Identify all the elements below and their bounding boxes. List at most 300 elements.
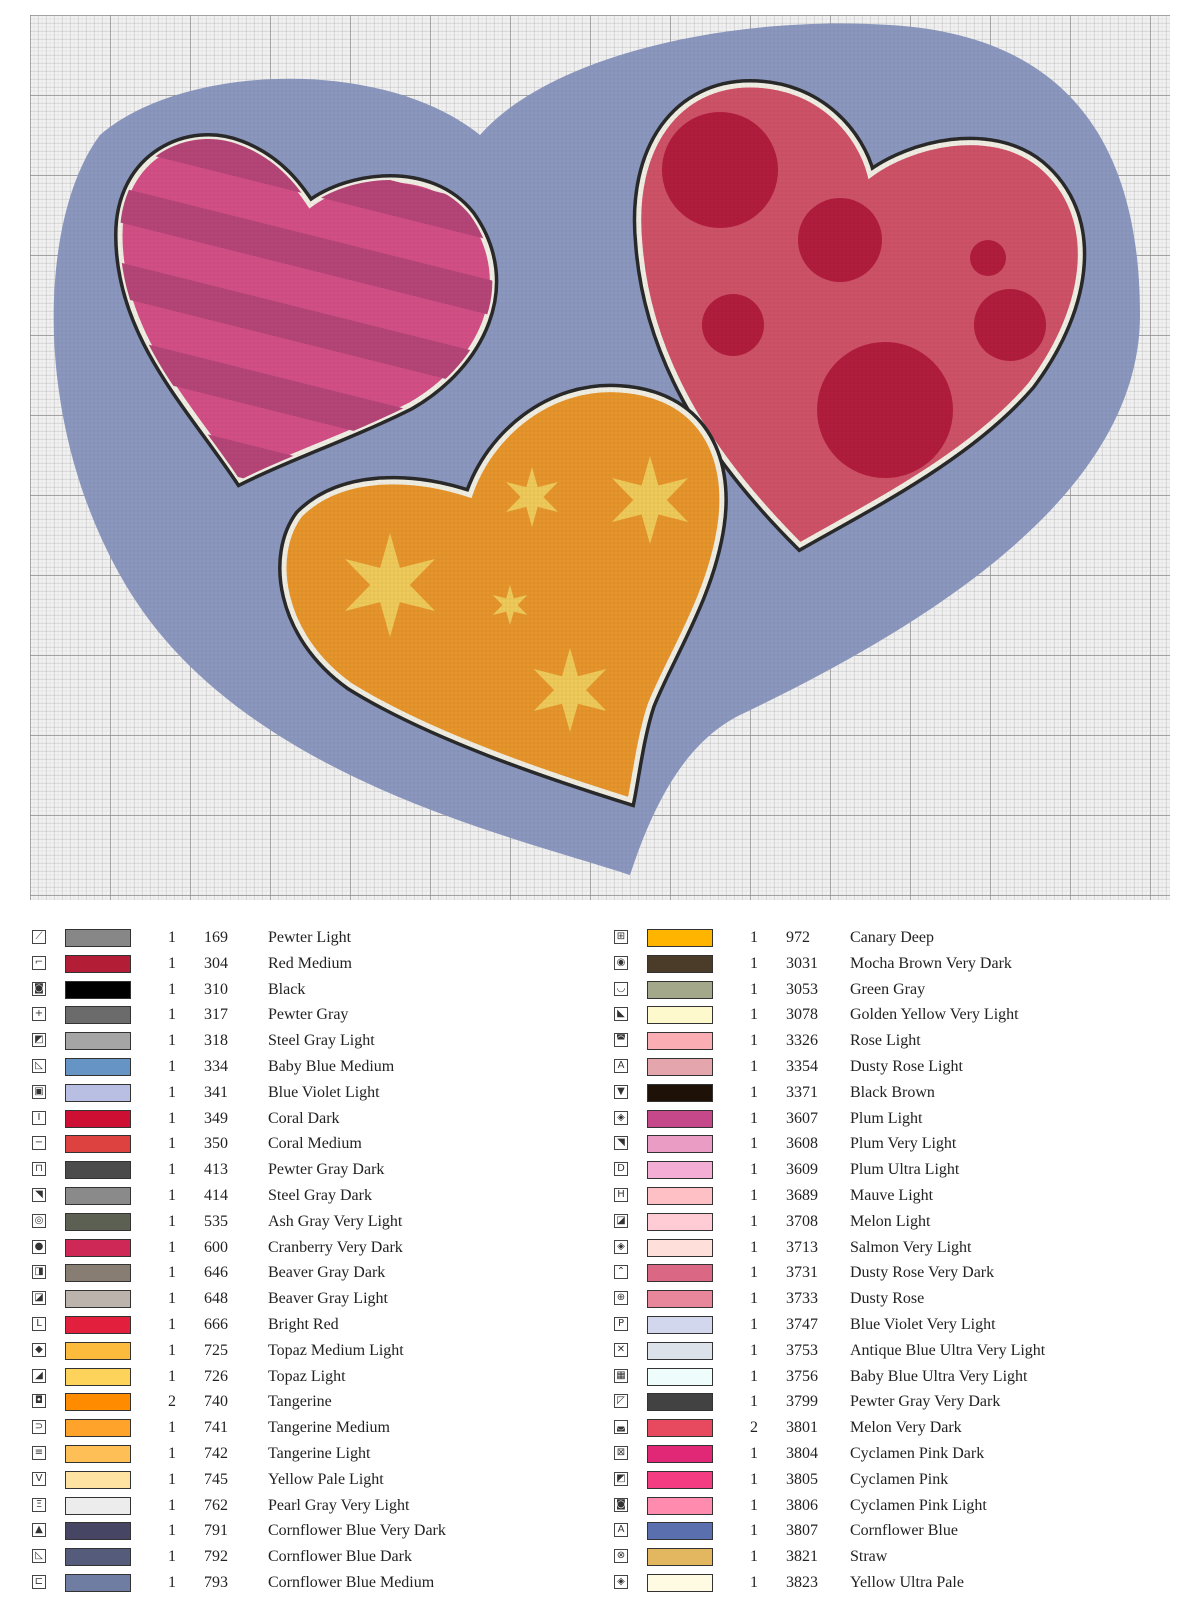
strand-count: 1 bbox=[750, 980, 758, 998]
legend-row bbox=[612, 1364, 1172, 1390]
stitch-symbol-icon: ◪ bbox=[614, 1214, 628, 1228]
thread-code: 3753 bbox=[786, 1341, 818, 1359]
stitch-symbol-icon: ⊠ bbox=[614, 1446, 628, 1460]
legend-row bbox=[30, 1364, 590, 1390]
legend-row bbox=[30, 1028, 590, 1054]
thread-code: 304 bbox=[204, 954, 228, 972]
strand-count: 1 bbox=[750, 1367, 758, 1385]
thread-color-swatch bbox=[647, 981, 713, 999]
legend-row bbox=[30, 1002, 590, 1028]
thread-code: 317 bbox=[204, 1006, 228, 1024]
thread-name: Topaz Light bbox=[268, 1367, 346, 1385]
strand-count: 1 bbox=[168, 954, 176, 972]
stitch-symbol-icon: ◈ bbox=[614, 1575, 628, 1589]
legend-row bbox=[612, 1183, 1172, 1209]
stitch-symbol-icon: ◘ bbox=[32, 1394, 46, 1408]
stitch-symbol-icon: D bbox=[614, 1162, 628, 1176]
stitch-symbol-icon: Ξ bbox=[32, 1498, 46, 1512]
thread-name: Pewter Gray Dark bbox=[268, 1161, 385, 1179]
thread-name: Cyclamen Pink bbox=[850, 1470, 949, 1488]
thread-name: Melon Light bbox=[850, 1212, 931, 1230]
legend-row bbox=[612, 925, 1172, 951]
thread-name: Steel Gray Dark bbox=[268, 1186, 372, 1204]
thread-color-swatch bbox=[65, 981, 131, 999]
thread-code: 3031 bbox=[786, 954, 818, 972]
thread-name: Black Brown bbox=[850, 1083, 935, 1101]
thread-color-swatch bbox=[65, 1006, 131, 1024]
stitch-symbol-icon: ◩ bbox=[614, 1472, 628, 1486]
thread-name: Tangerine bbox=[268, 1393, 332, 1411]
stitch-symbol-icon: − bbox=[32, 1136, 46, 1150]
thread-name: Ash Gray Very Light bbox=[268, 1212, 403, 1230]
strand-count: 1 bbox=[168, 1109, 176, 1127]
stitch-symbol-icon: ◨ bbox=[32, 1265, 46, 1279]
thread-code: 792 bbox=[204, 1548, 228, 1566]
thread-color-swatch bbox=[647, 1471, 713, 1489]
legend-row bbox=[612, 1260, 1172, 1286]
thread-name: Cornflower Blue bbox=[850, 1522, 958, 1540]
thread-code: 3078 bbox=[786, 1006, 818, 1024]
stitch-symbol-icon: ◉ bbox=[614, 956, 628, 970]
thread-name: Plum Very Light bbox=[850, 1135, 957, 1153]
thread-name: Baby Blue Ultra Very Light bbox=[850, 1367, 1028, 1385]
legend-row bbox=[612, 1080, 1172, 1106]
strand-count: 1 bbox=[750, 1057, 758, 1075]
stitch-symbol-icon: ◺ bbox=[32, 1059, 46, 1073]
strand-count: 1 bbox=[168, 1522, 176, 1540]
thread-code: 741 bbox=[204, 1419, 228, 1437]
strand-count: 1 bbox=[168, 1315, 176, 1333]
strand-count: 1 bbox=[168, 1367, 176, 1385]
strand-count: 1 bbox=[750, 1006, 758, 1024]
stitch-symbol-icon: ● bbox=[32, 1240, 46, 1254]
thread-color-swatch bbox=[647, 1006, 713, 1024]
color-legend bbox=[30, 925, 1180, 1595]
thread-code: 341 bbox=[204, 1083, 228, 1101]
thread-name: Cornflower Blue Dark bbox=[268, 1548, 412, 1566]
thread-name: Pearl Gray Very Light bbox=[268, 1496, 410, 1514]
strand-count: 1 bbox=[168, 1470, 176, 1488]
thread-code: 334 bbox=[204, 1057, 228, 1075]
thread-name: Pewter Light bbox=[268, 929, 352, 946]
thread-color-swatch bbox=[647, 1239, 713, 1257]
thread-code: 414 bbox=[204, 1186, 228, 1204]
stitch-symbol-icon: ⌃ bbox=[614, 1265, 628, 1279]
stitch-symbol-icon: ⊏ bbox=[32, 1575, 46, 1589]
strand-count: 1 bbox=[750, 1212, 758, 1230]
strand-count: 1 bbox=[750, 929, 758, 946]
stitch-symbol-icon: ◸ bbox=[614, 1394, 628, 1408]
legend-row bbox=[30, 1570, 590, 1596]
thread-name: Baby Blue Medium bbox=[268, 1057, 395, 1075]
thread-code: 3805 bbox=[786, 1470, 818, 1488]
thread-name: Topaz Medium Light bbox=[268, 1341, 404, 1359]
strand-count: 1 bbox=[168, 1264, 176, 1282]
legend-row bbox=[30, 1080, 590, 1106]
thread-color-swatch bbox=[65, 1084, 131, 1102]
strand-count: 1 bbox=[168, 1186, 176, 1204]
legend-row bbox=[612, 1002, 1172, 1028]
thread-color-swatch bbox=[647, 1290, 713, 1308]
thread-code: 972 bbox=[786, 929, 810, 946]
legend-row bbox=[30, 1389, 590, 1415]
thread-color-swatch bbox=[647, 1522, 713, 1540]
stitch-symbol-icon: + bbox=[32, 1007, 46, 1021]
strand-count: 1 bbox=[168, 1573, 176, 1591]
legend-row bbox=[30, 1441, 590, 1467]
strand-count: 1 bbox=[750, 1238, 758, 1256]
thread-name: Blue Violet Light bbox=[268, 1083, 380, 1101]
stitch-symbol-icon: A bbox=[614, 1523, 628, 1537]
thread-code: 3756 bbox=[786, 1367, 818, 1385]
legend-row bbox=[30, 1157, 590, 1183]
strand-count: 1 bbox=[168, 1083, 176, 1101]
strand-count: 1 bbox=[168, 1161, 176, 1179]
legend-row bbox=[612, 1544, 1172, 1570]
stitch-symbol-icon: ◣ bbox=[614, 1007, 628, 1021]
strand-count: 1 bbox=[168, 1135, 176, 1153]
thread-name: Beaver Gray Light bbox=[268, 1290, 388, 1308]
thread-color-swatch bbox=[647, 1058, 713, 1076]
thread-color-swatch bbox=[647, 955, 713, 973]
legend-row bbox=[30, 1493, 590, 1519]
thread-code: 535 bbox=[204, 1212, 228, 1230]
thread-name: Canary Deep bbox=[850, 929, 934, 946]
thread-name: Antique Blue Ultra Very Light bbox=[850, 1341, 1046, 1359]
thread-name: Pewter Gray Very Dark bbox=[850, 1393, 1001, 1411]
thread-name: Coral Medium bbox=[268, 1135, 362, 1153]
stitch-symbol-icon: ⊕ bbox=[614, 1291, 628, 1305]
legend-row bbox=[612, 1518, 1172, 1544]
thread-name: Green Gray bbox=[850, 980, 926, 998]
thread-color-swatch bbox=[65, 1161, 131, 1179]
legend-column-left bbox=[30, 925, 590, 1596]
thread-name: Mocha Brown Very Dark bbox=[850, 954, 1012, 972]
stitch-symbol-icon: ⟋ bbox=[32, 930, 46, 944]
thread-code: 3689 bbox=[786, 1186, 818, 1204]
legend-row bbox=[30, 977, 590, 1003]
thread-color-swatch bbox=[65, 1497, 131, 1515]
stitch-symbol-icon: ◡ bbox=[614, 982, 628, 996]
strand-count: 1 bbox=[750, 1444, 758, 1462]
thread-color-swatch bbox=[647, 1135, 713, 1153]
thread-code: 648 bbox=[204, 1290, 228, 1308]
strand-count: 1 bbox=[168, 980, 176, 998]
thread-name: Dusty Rose bbox=[850, 1290, 925, 1308]
strand-count: 1 bbox=[750, 1548, 758, 1566]
thread-code: 3731 bbox=[786, 1264, 818, 1282]
strand-count: 1 bbox=[168, 1548, 176, 1566]
thread-color-swatch bbox=[647, 1213, 713, 1231]
thread-name: Cyclamen Pink Dark bbox=[850, 1444, 985, 1462]
thread-code: 762 bbox=[204, 1496, 228, 1514]
thread-code: 3806 bbox=[786, 1496, 818, 1514]
thread-color-swatch bbox=[65, 955, 131, 973]
thread-name: Bright Red bbox=[268, 1315, 339, 1333]
thread-name: Plum Ultra Light bbox=[850, 1161, 960, 1179]
stitch-symbol-icon: ◈ bbox=[614, 1240, 628, 1254]
legend-row bbox=[612, 1312, 1172, 1338]
thread-name: Black bbox=[268, 980, 306, 998]
strand-count: 1 bbox=[168, 1006, 176, 1024]
thread-color-swatch bbox=[647, 1161, 713, 1179]
thread-color-swatch bbox=[647, 1342, 713, 1360]
thread-code: 3801 bbox=[786, 1419, 818, 1437]
stitch-symbol-icon: ◎ bbox=[32, 1214, 46, 1228]
stitch-symbol-icon: ◙ bbox=[32, 982, 46, 996]
thread-code: 3804 bbox=[786, 1444, 818, 1462]
thread-color-swatch bbox=[65, 1264, 131, 1282]
stitch-symbol-icon: ◆ bbox=[32, 1343, 46, 1357]
stitch-symbol-icon: ✕ bbox=[614, 1343, 628, 1357]
thread-color-swatch bbox=[65, 1419, 131, 1437]
thread-code: 791 bbox=[204, 1522, 228, 1540]
thread-code: 3326 bbox=[786, 1032, 818, 1050]
strand-count: 1 bbox=[168, 1290, 176, 1308]
legend-row bbox=[612, 1131, 1172, 1157]
thread-code: 740 bbox=[204, 1393, 228, 1411]
thread-code: 3733 bbox=[786, 1290, 818, 1308]
stitch-symbol-icon: ◥ bbox=[32, 1188, 46, 1202]
strand-count: 1 bbox=[168, 1238, 176, 1256]
thread-code: 793 bbox=[204, 1573, 228, 1591]
legend-row bbox=[30, 1338, 590, 1364]
legend-row bbox=[612, 1157, 1172, 1183]
stitch-symbol-icon: ▦ bbox=[614, 1369, 628, 1383]
legend-column-right bbox=[612, 925, 1172, 1596]
stitch-symbol-icon: ◙ bbox=[614, 1498, 628, 1512]
thread-code: 726 bbox=[204, 1367, 228, 1385]
thread-name: Golden Yellow Very Light bbox=[850, 1006, 1019, 1024]
thread-color-swatch bbox=[647, 1445, 713, 1463]
thread-code: 745 bbox=[204, 1470, 228, 1488]
thread-code: 3609 bbox=[786, 1161, 818, 1179]
thread-name: Tangerine Medium bbox=[268, 1419, 390, 1437]
legend-row bbox=[612, 1570, 1172, 1596]
legend-row bbox=[30, 1544, 590, 1570]
thread-color-swatch bbox=[65, 1548, 131, 1566]
stitch-symbol-icon: ⊗ bbox=[614, 1549, 628, 1563]
thread-code: 3354 bbox=[786, 1057, 818, 1075]
legend-row bbox=[30, 1054, 590, 1080]
thread-color-swatch bbox=[647, 1393, 713, 1411]
thread-name: Rose Light bbox=[850, 1032, 921, 1050]
stitch-symbol-icon: ⊃ bbox=[32, 1420, 46, 1434]
legend-row bbox=[612, 951, 1172, 977]
stitch-symbol-icon: ▣ bbox=[32, 1085, 46, 1099]
thread-color-swatch bbox=[647, 929, 713, 947]
stitch-symbol-icon: ◺ bbox=[32, 1549, 46, 1563]
thread-color-swatch bbox=[65, 1110, 131, 1128]
thread-name: Melon Very Dark bbox=[850, 1419, 962, 1437]
legend-row bbox=[612, 1389, 1172, 1415]
thread-code: 169 bbox=[204, 929, 228, 946]
legend-row bbox=[612, 1467, 1172, 1493]
thread-name: Coral Dark bbox=[268, 1109, 340, 1127]
stitch-symbol-icon: ⊓ bbox=[32, 1162, 46, 1176]
thread-name: Straw bbox=[850, 1548, 888, 1566]
stitch-symbol-icon: ◚ bbox=[614, 1033, 628, 1047]
stitch-symbol-icon: V bbox=[32, 1472, 46, 1486]
stitch-symbol-icon: I bbox=[32, 1111, 46, 1125]
stitch-symbol-icon: ◪ bbox=[32, 1291, 46, 1305]
legend-row bbox=[30, 1183, 590, 1209]
thread-name: Steel Gray Light bbox=[268, 1032, 375, 1050]
legend-row bbox=[612, 1235, 1172, 1261]
legend-row bbox=[612, 1054, 1172, 1080]
strand-count: 1 bbox=[168, 1212, 176, 1230]
strand-count: 1 bbox=[168, 1032, 176, 1050]
strand-count: 2 bbox=[168, 1393, 176, 1411]
legend-row bbox=[612, 1338, 1172, 1364]
strand-count: 1 bbox=[168, 1057, 176, 1075]
thread-code: 3799 bbox=[786, 1393, 818, 1411]
thread-name: Cornflower Blue Medium bbox=[268, 1573, 435, 1591]
thread-name: Cyclamen Pink Light bbox=[850, 1496, 987, 1514]
thread-name: Dusty Rose Light bbox=[850, 1057, 963, 1075]
legend-row bbox=[612, 1415, 1172, 1441]
thread-code: 3807 bbox=[786, 1522, 818, 1540]
strand-count: 1 bbox=[750, 1264, 758, 1282]
thread-color-swatch bbox=[65, 1032, 131, 1050]
thread-color-swatch bbox=[65, 1187, 131, 1205]
thread-name: Plum Light bbox=[850, 1109, 923, 1127]
strand-count: 1 bbox=[750, 1522, 758, 1540]
thread-color-swatch bbox=[65, 1574, 131, 1592]
thread-name: Dusty Rose Very Dark bbox=[850, 1264, 995, 1282]
thread-code: 3713 bbox=[786, 1238, 818, 1256]
thread-code: 350 bbox=[204, 1135, 228, 1153]
stitch-symbol-icon: ▲ bbox=[32, 1523, 46, 1537]
legend-row bbox=[30, 1286, 590, 1312]
strand-count: 1 bbox=[168, 1419, 176, 1437]
thread-color-swatch bbox=[65, 929, 131, 947]
thread-color-swatch bbox=[647, 1497, 713, 1515]
thread-code: 349 bbox=[204, 1109, 228, 1127]
thread-color-swatch bbox=[647, 1419, 713, 1437]
thread-name: Yellow Pale Light bbox=[268, 1470, 384, 1488]
thread-color-swatch bbox=[647, 1084, 713, 1102]
thread-code: 646 bbox=[204, 1264, 228, 1282]
stitch-symbol-icon: ◛ bbox=[614, 1420, 628, 1434]
legend-row bbox=[612, 1106, 1172, 1132]
thread-color-swatch bbox=[65, 1239, 131, 1257]
stitch-symbol-icon: ▼ bbox=[614, 1085, 628, 1099]
thread-code: 413 bbox=[204, 1161, 228, 1179]
thread-name: Salmon Very Light bbox=[850, 1238, 972, 1256]
thread-color-swatch bbox=[65, 1445, 131, 1463]
stitch-symbol-icon: A bbox=[614, 1059, 628, 1073]
legend-row bbox=[30, 925, 590, 951]
thread-code: 3608 bbox=[786, 1135, 818, 1153]
thread-color-swatch bbox=[647, 1368, 713, 1386]
thread-code: 310 bbox=[204, 980, 228, 998]
strand-count: 1 bbox=[750, 1315, 758, 1333]
thread-code: 3371 bbox=[786, 1083, 818, 1101]
strand-count: 1 bbox=[750, 1290, 758, 1308]
stitch-symbol-icon: H bbox=[614, 1188, 628, 1202]
strand-count: 1 bbox=[750, 954, 758, 972]
strand-count: 1 bbox=[750, 1032, 758, 1050]
thread-color-swatch bbox=[647, 1264, 713, 1282]
thread-code: 318 bbox=[204, 1032, 228, 1050]
legend-row bbox=[30, 1235, 590, 1261]
legend-row bbox=[30, 951, 590, 977]
legend-row bbox=[612, 1493, 1172, 1519]
strand-count: 1 bbox=[750, 1186, 758, 1204]
thread-color-swatch bbox=[647, 1187, 713, 1205]
thread-color-swatch bbox=[647, 1316, 713, 1334]
thread-name: Pewter Gray bbox=[268, 1006, 349, 1024]
thread-code: 3747 bbox=[786, 1315, 818, 1333]
strand-count: 1 bbox=[750, 1496, 758, 1514]
strand-count: 1 bbox=[750, 1083, 758, 1101]
legend-row bbox=[30, 1260, 590, 1286]
stitch-symbol-icon: ⊞ bbox=[614, 930, 628, 944]
legend-row bbox=[30, 1131, 590, 1157]
strand-count: 1 bbox=[750, 1341, 758, 1359]
thread-name: Beaver Gray Dark bbox=[268, 1264, 386, 1282]
legend-row bbox=[30, 1518, 590, 1544]
strand-count: 1 bbox=[168, 1496, 176, 1514]
strand-count: 2 bbox=[750, 1419, 758, 1437]
thread-color-swatch bbox=[647, 1548, 713, 1566]
thread-color-swatch bbox=[65, 1058, 131, 1076]
stitch-symbol-icon: ◩ bbox=[32, 1033, 46, 1047]
thread-code: 666 bbox=[204, 1315, 228, 1333]
stitch-symbol-icon: P bbox=[614, 1317, 628, 1331]
stitch-symbol-icon: ⌐ bbox=[32, 956, 46, 970]
thread-color-swatch bbox=[65, 1393, 131, 1411]
thread-color-swatch bbox=[647, 1574, 713, 1592]
legend-row bbox=[30, 1415, 590, 1441]
legend-row bbox=[612, 1209, 1172, 1235]
legend-row bbox=[612, 977, 1172, 1003]
stitch-symbol-icon: ◢ bbox=[32, 1369, 46, 1383]
thread-color-swatch bbox=[65, 1135, 131, 1153]
strand-count: 1 bbox=[750, 1135, 758, 1153]
strand-count: 1 bbox=[750, 1393, 758, 1411]
stitch-symbol-icon: ≡ bbox=[32, 1446, 46, 1460]
stitch-symbol-icon: L bbox=[32, 1317, 46, 1331]
thread-color-swatch bbox=[65, 1290, 131, 1308]
thread-name: Cranberry Very Dark bbox=[268, 1238, 403, 1256]
strand-count: 1 bbox=[168, 1444, 176, 1462]
legend-row bbox=[30, 1209, 590, 1235]
strand-count: 1 bbox=[168, 1341, 176, 1359]
strand-count: 1 bbox=[750, 1161, 758, 1179]
stitch-symbol-icon: ◥ bbox=[614, 1136, 628, 1150]
legend-row bbox=[30, 1312, 590, 1338]
thread-name: Blue Violet Very Light bbox=[850, 1315, 996, 1333]
stitch-symbol-icon: ◈ bbox=[614, 1111, 628, 1125]
thread-code: 3821 bbox=[786, 1548, 818, 1566]
strand-count: 1 bbox=[168, 929, 176, 946]
cross-stitch-pattern-chart bbox=[30, 15, 1170, 900]
thread-code: 3823 bbox=[786, 1573, 818, 1591]
legend-row bbox=[30, 1106, 590, 1132]
legend-row bbox=[612, 1028, 1172, 1054]
thread-color-swatch bbox=[65, 1213, 131, 1231]
thread-name: Cornflower Blue Very Dark bbox=[268, 1522, 446, 1540]
strand-count: 1 bbox=[750, 1573, 758, 1591]
thread-color-swatch bbox=[65, 1316, 131, 1334]
thread-name: Tangerine Light bbox=[268, 1444, 371, 1462]
thread-color-swatch bbox=[65, 1471, 131, 1489]
legend-row bbox=[612, 1441, 1172, 1467]
strand-count: 1 bbox=[750, 1109, 758, 1127]
thread-code: 3053 bbox=[786, 980, 818, 998]
